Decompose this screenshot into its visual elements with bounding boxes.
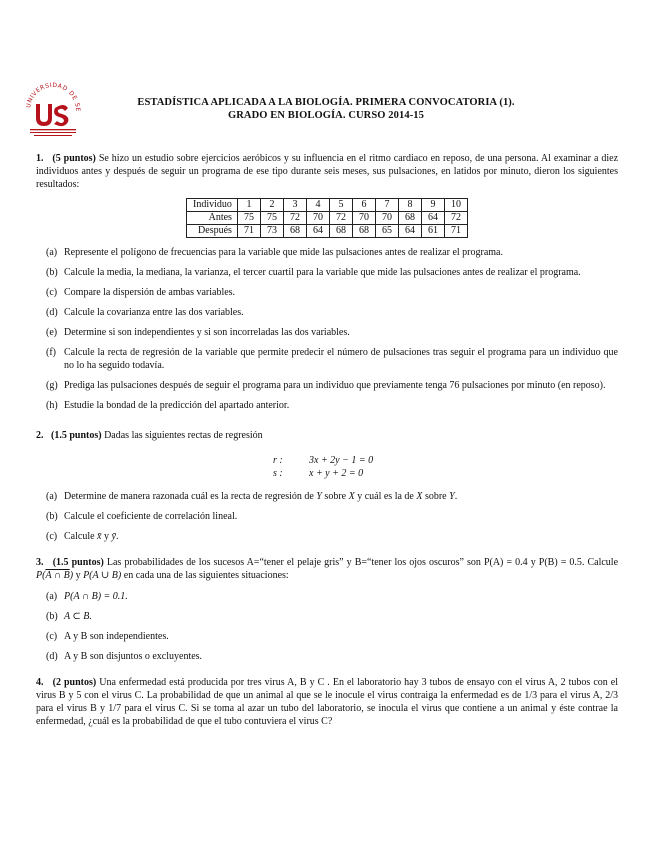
question-1	[36, 152, 618, 412]
q3-number: 3.	[36, 557, 44, 568]
table-cell: 61	[421, 225, 444, 238]
table-cell: 10	[444, 199, 467, 212]
item-text: Represente el polígono de frecuencias para la variable que mide las pulsaciones antes de realizar el programa.	[64, 247, 503, 258]
table-cell: 75	[237, 212, 260, 225]
table-cell: 64	[421, 212, 444, 225]
table-cell: 68	[283, 225, 306, 238]
q3-expr-union: P(A ∪ B)	[83, 570, 122, 581]
table-cell: 72	[283, 212, 306, 225]
table-row-label: Antes	[187, 212, 238, 225]
table-cell: 65	[375, 225, 398, 238]
equation-s: s : x + y + 2 = 0	[273, 468, 364, 479]
list-item	[36, 266, 618, 279]
regression-equations	[273, 454, 618, 480]
q2-items	[36, 490, 618, 543]
table-cell: 68	[329, 225, 352, 238]
item-text: Estudie la bondad de la predicción del apartado anterior.	[64, 400, 290, 411]
table-row	[187, 212, 468, 225]
q4-points: (2 puntos)	[52, 677, 97, 688]
table-cell: 71	[444, 225, 467, 238]
table-cell: 6	[352, 199, 375, 212]
table-cell: 68	[398, 212, 421, 225]
list-item	[36, 286, 618, 299]
table-cell: 72	[444, 212, 467, 225]
q1-text: Se hizo un estudio sobre ejercicios aeróbicos y su influencia en el ritmo cardiaco en reposo, de una persona. Al examinar a diez individuos antes y después de seguir un programa de ese tipo durante seis meses, sus pulsaciones, en latidos por minuto, dieron los siguientes resultados:	[36, 153, 619, 190]
exam-header	[96, 96, 556, 122]
item-text: Calcule la media, la mediana, la varianza, el tercer cuartil para la variable que mide las pulsaciones antes de realizar el programa.	[64, 267, 581, 278]
item-label: (g)	[46, 380, 58, 391]
table-row	[187, 199, 468, 212]
item-label: (a)	[46, 247, 58, 258]
list-item	[36, 306, 618, 319]
table-cell: 5	[329, 199, 352, 212]
list-item: (a) Determine de manera razonada cuál es la recta de regresión de Y sobre X y cuál es la de X sobre Y.	[46, 491, 458, 502]
q1-points: (5 puntos)	[52, 153, 96, 164]
q1-items	[36, 246, 618, 412]
list-item	[36, 246, 618, 259]
table-row-label: Después	[187, 225, 238, 238]
item-label: (d)	[46, 307, 58, 318]
item-label: (c)	[46, 287, 58, 298]
question-4	[36, 676, 618, 728]
item-label: (h)	[46, 400, 58, 411]
q2-number: 2.	[36, 430, 44, 441]
item-label: (b)	[46, 267, 58, 278]
q4-number: 4.	[36, 677, 44, 688]
table-header-label: Individuo	[187, 199, 238, 212]
list-item	[36, 326, 618, 339]
q2-text: Dadas las siguientes rectas de regresión	[104, 430, 263, 441]
table-cell: 72	[329, 212, 352, 225]
table-cell: 4	[306, 199, 329, 212]
table-cell: 75	[260, 212, 283, 225]
table-cell: 68	[352, 225, 375, 238]
table-row	[187, 225, 468, 238]
item-label: (e)	[46, 327, 58, 338]
list-item: (b) A ⊂ B.	[46, 611, 92, 622]
item-text: Calcule la covarianza entre las dos variables.	[64, 307, 244, 318]
logo-arc-text: UNIVERSIDAD DE SE	[25, 81, 82, 112]
item-label: (f)	[46, 347, 56, 358]
table-cell: 9	[421, 199, 444, 212]
equation-r: r : 3x + 2y − 1 = 0	[273, 455, 374, 466]
table-cell: 70	[306, 212, 329, 225]
list-item	[36, 399, 618, 412]
list-item	[36, 379, 618, 392]
table-cell: 64	[398, 225, 421, 238]
list-item: (a) P(A ∩ B) = 0.1.	[46, 591, 128, 602]
q3-expr-complement: P(A ∩ B)	[36, 570, 74, 581]
list-item: (d) A y B son disjuntos o excluyentes.	[46, 651, 203, 662]
item-text: Compare la dispersión de ambas variables.	[64, 287, 236, 298]
item-text: Determine si son independientes y si son incorreladas las dos variables.	[64, 327, 350, 338]
table-cell: 73	[260, 225, 283, 238]
table-cell: 7	[375, 199, 398, 212]
q1-number: 1.	[36, 153, 44, 164]
question-3: 3. (1.5 puntos) Las probabilidades de los sucesos A=“tener el pelaje gris” y B=“tener los ojos oscuros” son P(A) = 0.4 y P(B) = 0.5. Calcule P(A ∩ B) y P(A ∪ B) en cada una de las siguientes situaciones: (a) P(A ∩ B) = 0.1. (b) A ⊂ B. (c) A y B son independientes. (d) A y B son disjuntos o excluyentes.	[36, 557, 619, 662]
header-line-2: GRADO EN BIOLOGÍA. CURSO 2014-15	[227, 110, 424, 121]
question-2	[36, 429, 618, 543]
item-text: Calcule la recta de regresión de la variable que permite predecir el número de pulsaciones tras seguir el programa para un individuo que no lo ha seguido todavía.	[64, 347, 618, 371]
pulse-table	[186, 198, 468, 238]
q2-points: (1.5 puntos)	[51, 430, 102, 441]
q3-points: (1.5 puntos)	[52, 557, 104, 568]
table-cell: 70	[352, 212, 375, 225]
university-logo	[22, 76, 84, 140]
university-seal-icon	[22, 76, 84, 140]
table-cell: 70	[375, 212, 398, 225]
list-item: (c) A y B son independientes.	[46, 631, 169, 642]
header-line-1: ESTADÍSTICA APLICADA A LA BIOLOGÍA. PRIMERA CONVOCATORIA (1).	[137, 97, 515, 108]
table-cell: 3	[283, 199, 306, 212]
list-item: (c) Calcule x̄ y ȳ.	[46, 531, 119, 542]
q4-text: Una enfermedad está producida por tres virus A, B y C . En el laboratorio hay 3 tubos de ensayo con el virus A, 2 tubos con el virus B y 5 con el virus C. La probabilidad de que un animal al que se le inocule el virus contraiga la enfermedad es de 1/3 para el virus A, 2/3 para el virus B y 1/7 para el virus C. Si se toma al azar un tubo del laboratorio, se inocula el virus que contiene a un animal y éste contrae la enfermedad, ¿cuál es la probabilidad de que el tubo contuviera el virus C?	[36, 677, 619, 727]
table-cell: 1	[237, 199, 260, 212]
table-cell: 8	[398, 199, 421, 212]
item-text: Prediga las pulsaciones después de seguir el programa para un individuo que previamente tenga 76 pulsaciones por minuto (en reposo).	[64, 380, 606, 391]
exam-body	[36, 152, 618, 728]
list-item	[36, 346, 618, 372]
table-cell: 64	[306, 225, 329, 238]
table-cell: 2	[260, 199, 283, 212]
table-cell: 71	[237, 225, 260, 238]
list-item: (b) Calcule el coeficiente de correlación lineal.	[46, 511, 238, 522]
q3-items	[36, 590, 618, 663]
